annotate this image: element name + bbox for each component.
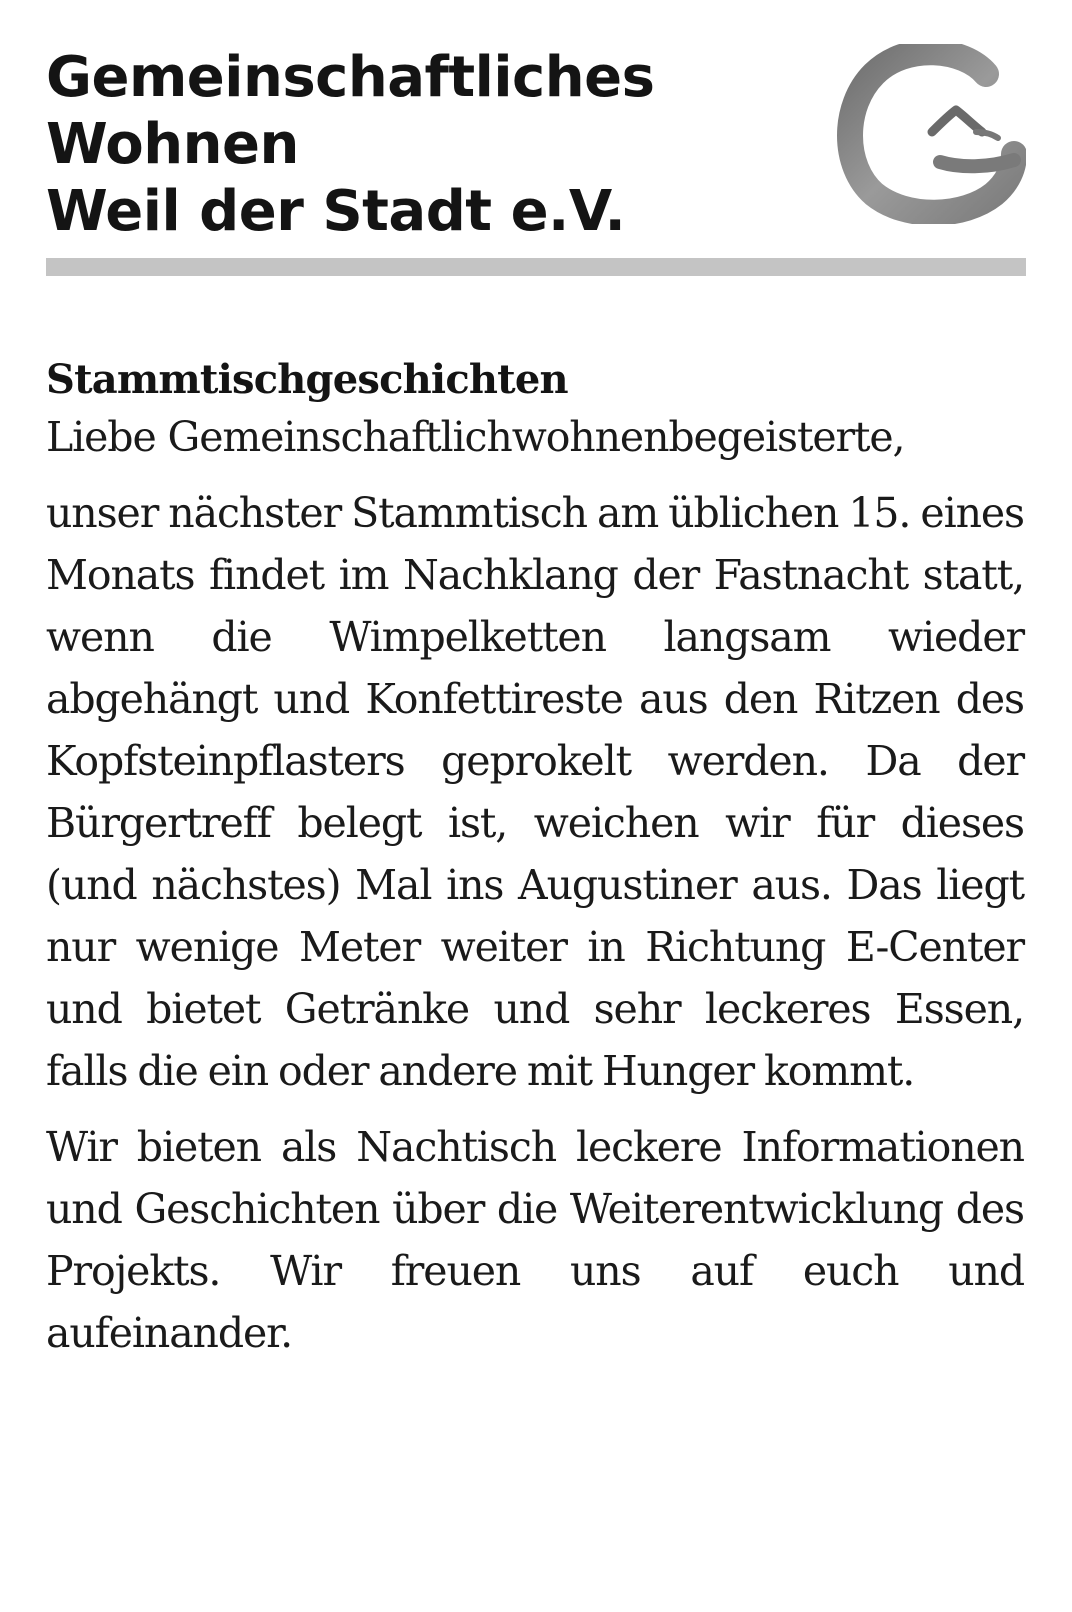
g-letter-logo-icon [836,44,1026,224]
header-divider [46,258,1026,276]
article-paragraph-2: Wir bieten als Nachtisch leckere Informationen und Geschichten über die Weiterentwicklung des Projekts. Wir freuen uns auf euch und aufeinander. [46,1123,1024,1357]
organization-name-line-2: Wohnen [46,112,299,177]
article-paragraph-1: unser nächster Stammtisch am üblichen 15. eines Monats findet im Nachklang der Fastnacht statt, wenn die Wimpelketten langsam wieder abgehängt und Konfettireste aus den Ritzen des Kopfsteinpflasters geprokelt werden. Da der Bürgertreff belegt ist, weichen wir für dieses (und nächstes) Mal ins Augustiner aus. Das liegt nur wenige Meter weiter in Richtung E-Center und bietet Getränke und sehr leckeres Essen, falls die ein oder andere mit Hunger kommt. [46,489,1024,1095]
header [46,44,1026,274]
article-title: Stammtischgeschichten [46,356,568,403]
article [46,354,1024,1378]
organization-name [46,44,654,245]
article-salutation: Liebe Gemeinschaftlichwohnenbegeisterte, [46,413,905,461]
organization-name-line-1: Gemeinschaftliches [46,45,655,110]
organization-name-line-3: Weil der Stadt e.V. [46,179,626,244]
